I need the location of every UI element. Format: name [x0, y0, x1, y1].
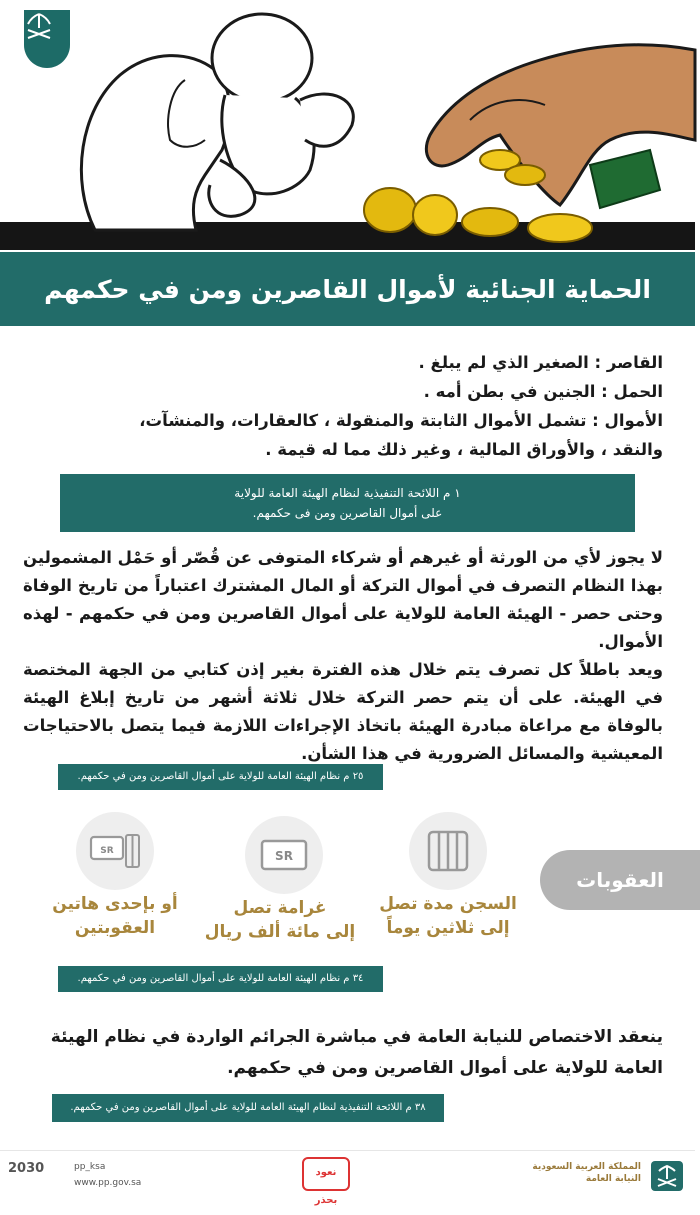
- page-title: الحماية الجنائية لأموال القاصرين ومن في حكمهم: [44, 274, 651, 304]
- svg-text:SR: SR: [275, 849, 293, 863]
- prison-icon: [409, 812, 487, 890]
- hero-illustration: [0, 0, 695, 250]
- article-text: [23, 544, 663, 768]
- reference-article-1: [60, 474, 635, 532]
- penalty-text: العقوبتين: [74, 918, 156, 938]
- either-penalty: [30, 892, 200, 940]
- article-paragraph-1: لا يجوز لأي من الورثة أو غيرهم أو شركاء المتوفى عن قُصّر أو حَمْل المشمولين بهذا النظام التصرف في أموال التركة أو المال المشترك اعتباراً من تاريخ الوفاة وحتى حصر - الهيئة العامة للولاية على أموال القاصرين ومن في حكمهم - لهذه الأموال.: [23, 548, 663, 651]
- penalty-text: السجن مدة تصل: [379, 894, 517, 914]
- penalty-text: إلى مائة ألف ريال: [204, 922, 356, 942]
- svg-text:SR: SR: [100, 846, 114, 856]
- vision-2030-logo: 2030: [8, 1161, 45, 1176]
- penalties-tag: [540, 850, 700, 910]
- fine-penalty: [195, 896, 365, 944]
- reference-article-38: ٣٨ م اللائحة التنفيذية لنظام الهيئة العامة للولاية على أموال القاصرين ومن في حكمهم.: [52, 1094, 444, 1122]
- hero-artwork: [0, 0, 695, 250]
- public-prosecution-emblem-icon: [649, 1159, 685, 1193]
- article-paragraph-2: ويعد باطلاً كل تصرف يتم خلال هذه الفترة بغير إذن كتابي من الجهة المختصة في الهيئة. على أن يتم حصر التركة خلال ثلاثة أشهر من تاريخ إبلاغ الهيئة بالوفاة مع مراعاة مبادرة الهيئة باتخاذ الإجراءات اللازمة فيما يتصل بالاحتياجات المعيشية والمسائل الضرورية في هذا الشأن.: [23, 660, 663, 763]
- title-banner: [0, 252, 695, 326]
- reference-line: على أموال القاصرين ومن فى حكمهم.: [252, 506, 443, 520]
- twitter-handle[interactable]: pp_ksa: [74, 1162, 106, 1172]
- fine-icon: [245, 816, 323, 894]
- reference-article-34: ٣٤ م نظام الهيئة العامة للولاية على أموال القاصرين ومن في حكمهم.: [58, 966, 383, 992]
- penalty-text: غرامة تصل: [233, 898, 327, 918]
- penalty-text: إلى ثلاثين يوماً: [386, 918, 510, 938]
- reference-article-25: ٢٥ م نظام الهيئة العامة للولاية على أموال القاصرين ومن في حكمهم.: [58, 764, 383, 790]
- organization-line: المملكة العربية السعودية: [532, 1162, 641, 1172]
- banknote-icon: [259, 838, 309, 872]
- definition-assets-continued: والنقد ، والأوراق المالية ، وغير ذلك مما له قيمة .: [265, 440, 663, 459]
- penalties-label: العقوبات: [576, 868, 664, 892]
- jurisdiction-text: ينعقد الاختصاص للنيابة العامة في مباشرة الجرائم الواردة في نظام الهيئة العامة للولاية على أموال القاصرين ومن في حكمهم.: [50, 1027, 663, 1078]
- footer: [0, 1150, 695, 1206]
- organization-line: النيابة العامة: [585, 1174, 641, 1184]
- website-link[interactable]: www.pp.gov.sa: [74, 1178, 142, 1188]
- penalty-text: أو بإحدى هاتين: [52, 894, 178, 914]
- definition-minor: القاصر : الصغير الذي لم يبلغ .: [418, 353, 663, 372]
- organization-name: [532, 1161, 641, 1185]
- banknote-bars-icon: [88, 831, 142, 871]
- reference-line: ١ م اللائحة التنفيذية لنظام الهيئة العامة للولاية: [234, 486, 461, 500]
- prison-bars-icon: [425, 828, 471, 874]
- definition-fetus: الحمل : الجنين في بطن أمه .: [423, 382, 663, 401]
- prison-penalty: [363, 892, 533, 940]
- combined-penalty-icon: [76, 812, 154, 890]
- definitions-section: [23, 348, 663, 464]
- definition-assets: الأموال : تشمل الأموال الثابتة والمنقولة ، كالعقارات، والمنشآت،: [139, 411, 663, 430]
- saudi-emblem: [24, 10, 70, 68]
- social-links: [74, 1159, 141, 1191]
- palm-swords-icon: [24, 10, 54, 44]
- campaign-logo: نعود بحذر: [302, 1157, 350, 1191]
